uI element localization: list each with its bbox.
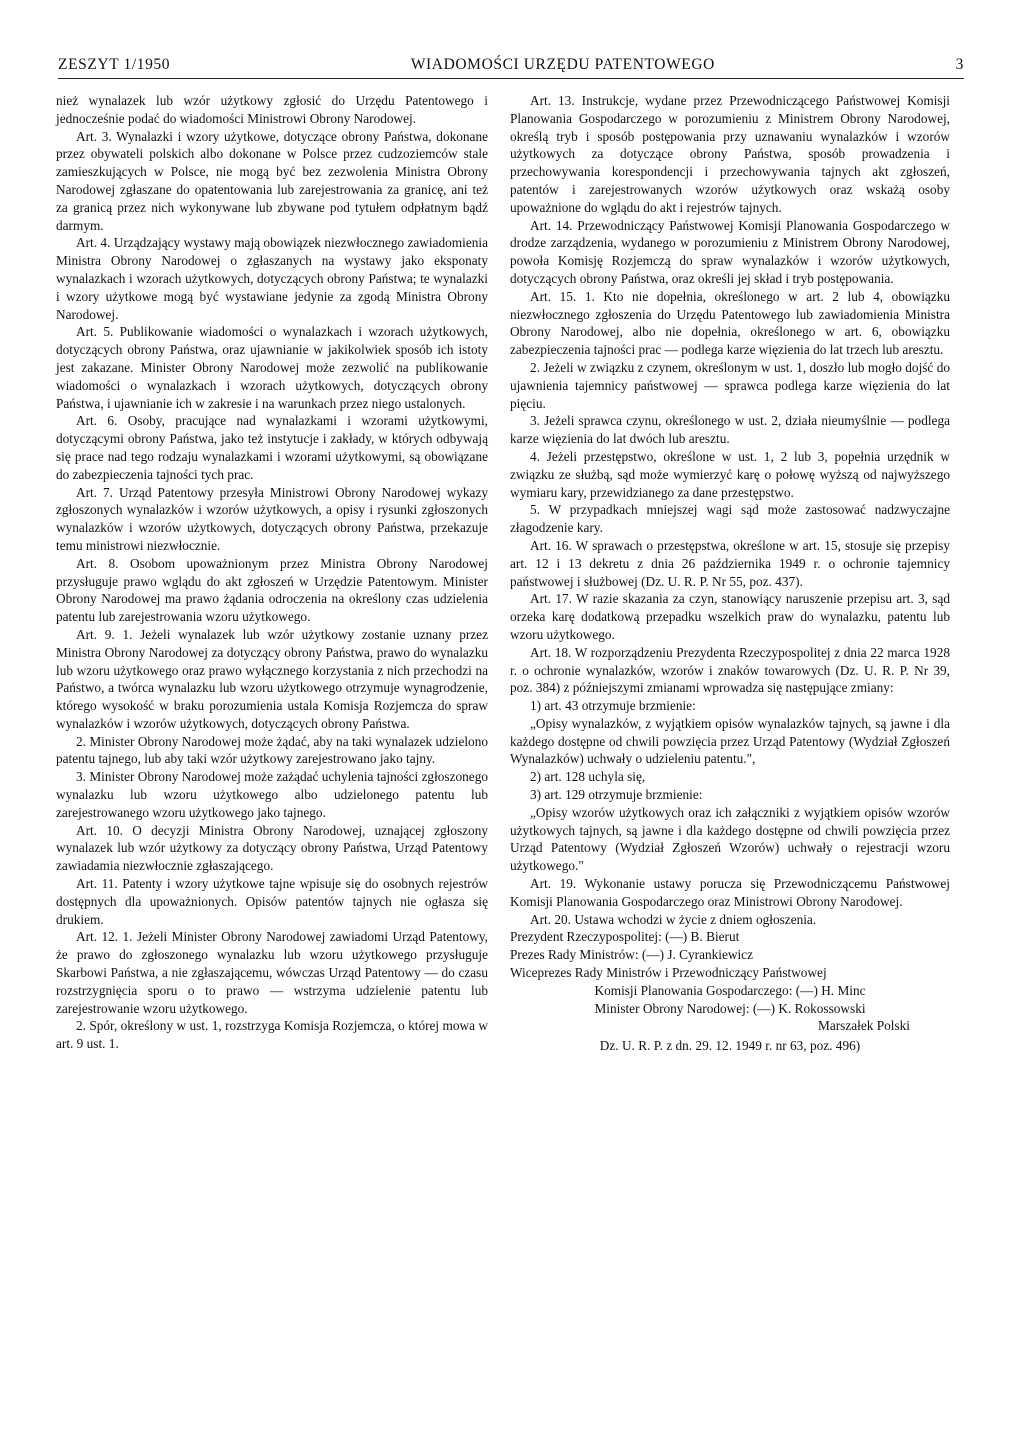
paragraph: Art. 8. Osobom upoważnionym przez Ministra Obrony Narodowej przysługuje prawo wglądu do akt zgłoszeń w Urzędzie Patentowym. Minister Obrony Narodowej ma prawo żądania odroczenia na określony czas udzielenia patentu lub zarejestrowania wzoru użytkowego. xyxy=(56,555,488,625)
paragraph: Art. 14. Przewodniczący Państwowej Komisji Planowania Gospodarczego w drodze zarządzenia, wydanego w porozumieniu z Ministrem Obrony Narodowej, powoła Komisję Rozjemczą do spraw wynalazków i wzorów użytkowych, dotyczących obrony Państwa, oraz określi jej skład i tryb postępowania. xyxy=(510,217,950,286)
paragraph: 4. Jeżeli przestępstwo, określone w ust. 1, 2 lub 3, popełnia urzędnik w związku ze służbą, sąd może wymierzyć karę o połowę wyższą od najwyższego wymiaru kary, przewidzianego za dane przestępstwo. xyxy=(510,448,950,500)
paragraph: Art. 6. Osoby, pracujące nad wynalazkami i wzorami użytkowymi, dotyczącymi obrony Państwa, jako też instytucje i zakłady, w których odbywają się prace nad tego rodzaju wynalazkami i wzorami użytkowymi, są obowiązane do zabezpieczenia tajności tych prac. xyxy=(56,413,488,482)
paragraph: Art. 9. 1. Jeżeli wynalazek lub wzór użytkowy zostanie uznany przez Ministra Obrony Narodowej za dotyczący obrony Państwa, prawo do wynalazku lub wzoru użytkowego oraz prawo wyłącznego korzystania z nich przechodzi na Państwo, a twórca wynalazku lub wzoru użytkowego otrzymuje wynagrodzenie, którego wysokość w braku porozumienia ustala Komisja Rozjemcza do spraw wynalazków i wzorów użytkowych, dotyczących obrony Państwa. xyxy=(56,626,488,731)
paragraph: Dz. U. R. P. z dn. 29. 12. 1949 r. nr 63, poz. 496) xyxy=(599,1038,861,1054)
paragraph: Art. 4. Urządzający wystawy mają obowiązek niezwłocznego zawiadomienia Ministra Obrony Narodowej o zgłaszanych na wystawy jako eksponaty wynalazkach i wzorach użytkowych, dotyczących obrony Państwa; te wynalazki i wzory użytkowe mogą być wystawiane jedynie za zgodą Ministra Obrony Narodowej. xyxy=(56,235,488,322)
paragraph: Wiceprezes Rady Ministrów i Przewodniczący Państwowej xyxy=(510,965,827,981)
left-column xyxy=(56,92,488,1053)
paragraph: 5. W przypadkach mniejszej wagi sąd może zastosować nadzwyczajne złagodzenie kary. xyxy=(510,502,950,536)
paragraph: Art. 3. Wynalazki i wzory użytkowe, dotyczące obrony Państwa, dokonane przez obywateli polskich albo dokonane w Polsce przez cudzoziemców stale zamieszkujących w Polsce, nie mogą być bez zezwolenia Ministra Obrony Narodowej zgłaszane do opatentowania lub zarejestrowania za granicę, ani też za granicą przez nich wykonywane lub zbywane pod tytułem odpłatnym bądź darmym. xyxy=(56,128,488,233)
paragraph: Art. 11. Patenty i wzory użytkowe tajne wpisuje się do osobnych rejestrów dostępnych dla upoważnionych. Opisów patentów tajnych nie ogłasza się drukiem. xyxy=(56,876,488,927)
paragraph: Art. 19. Wykonanie ustawy porucza się Przewodniczącemu Państwowej Komisji Planowania Gospodarczego oraz Ministrowi Obrony Narodowej. xyxy=(510,876,950,909)
right-column xyxy=(510,92,950,1055)
paragraph: „Opisy wzorów użytkowych oraz ich załączniki z wyjątkiem opisów wzorów użytkowych tajnych, są jawne i dla każdego dostępne od chwili powzięcia przez Urząd Patentowy (Wydział Zgłoszeń Wzorów) uchwały o rejestracji wzoru użytkowego." xyxy=(510,804,950,874)
paragraph: 3. Minister Obrony Narodowej może zażądać uchylenia tajności zgłoszonego wynalazku lub wzoru użytkowego albo udzielonego patentu lub zarejestrowanego wzoru użytkowego jako tajnego. xyxy=(56,769,488,820)
paragraph: Art. 17. W razie skazania za czyn, stanowiący naruszenie przepisu art. 3, sąd orzeka karę dodatkową przepadku wszelkich praw do wynalazku, patentu lub wzoru użytkowego. xyxy=(510,591,950,642)
paragraph: 2) art. 128 uchyla się, xyxy=(530,769,646,785)
paragraph: Art. 18. W rozporządzeniu Prezydenta Rzeczypospolitej z dnia 22 marca 1928 r. o ochronie wynalazków, wzorów i znaków towarowych (Dz. U. R. P. Nr 39, poz. 384) z późniejszymi zmianami wprowadza się następujące zmiany: xyxy=(510,644,950,696)
running-header xyxy=(58,48,964,79)
journal-title: WIADOMOŚCI URZĘDU PATENTOWEGO xyxy=(410,56,715,73)
paragraph: 2. Minister Obrony Narodowej może żądać, aby na taki wynalazek udzielono patentu tajnego, lub aby taki wzór użytkowy zarejestrowano jako tajny. xyxy=(56,733,488,767)
paragraph: 3) art. 129 otrzymuje brzmienie: xyxy=(530,787,703,803)
paragraph: Minister Obrony Narodowej: (—) K. Rokossowski xyxy=(594,1000,866,1016)
paragraph: 2. Spór, określony w ust. 1, rozstrzyga Komisja Rozjemcza, o której mowa w art. 9 ust. 1. xyxy=(56,1018,488,1052)
paragraph: Art. 7. Urząd Patentowy przesyła Ministrowi Obrony Narodowej wykazy zgłoszonych wynalazków i wzorów użytkowych, a opisy i rysunki zgłoszonych wynalazków i wzorów użytkowych, dotyczących obrony Państwa, przekazuje temu ministrowi niezwłocznie. xyxy=(56,484,488,553)
paragraph: Prezes Rady Ministrów: (—) J. Cyrankiewicz xyxy=(510,947,753,963)
paragraph: Art. 12. 1. Jeżeli Minister Obrony Narodowej zawiadomi Urząd Patentowy, że prawo do zgłoszonego wynalazku lub wzoru użytkowego przysługuje Skarbowi Państwa, a nie zgłaszającemu, wówczas Urząd Patentowy — do czasu rozstrzygnięcia sporu o to prawo — wstrzyma udzielenie patentu lub zarejestrowanie wzoru użytkowego. xyxy=(56,929,488,1016)
paragraph: Art. 5. Publikowanie wiadomości o wynalazkach i wzorach użytkowych, dotyczących obrony Państwa, oraz ujawnianie w jakikolwiek sposób ich istoty jest zakazane. Minister Obrony Narodowej może zezwolić na publikowanie wiadomości o wynalazkach i wzorach użytkowych, dotyczących obrony Państwa, i ujawnianie ich w zakresie i na warunkach przez niego ustalonych. xyxy=(56,324,488,411)
paragraph: 3. Jeżeli sprawca czynu, określonego w ust. 2, działa nieumyślnie — podlega karze więzienia do lat dwóch lub aresztu. xyxy=(510,413,950,447)
issue-number: ZESZYT 1/1950 xyxy=(58,56,171,73)
paragraph: 1) art. 43 otrzymuje brzmienie: xyxy=(530,698,696,714)
paragraph: „Opisy wynalazków, z wyjątkiem opisów wynalazków tajnych, są jawne i dla każdego dostępne od chwili powzięcia przez Urząd Patentowy (Wydział Zgłoszeń Wynalazków) uchwały o udzieleniu patentu.", xyxy=(510,715,950,767)
paragraph: Marszałek Polski xyxy=(818,1018,910,1034)
page-number: 3 xyxy=(955,56,964,73)
paragraph: Art. 10. O decyzji Ministra Obrony Narodowej, uznającej zgłoszony wynalazek lub wzór użytkowy za dotyczący obrony Państwa, Urząd Patentowy zawiadamia niezwłocznie zgłaszającego. xyxy=(56,822,488,874)
paragraph: Art. 16. W sprawach o przestępstwa, określone w art. 15, stosuje się przepisy art. 12 i 13 dekretu z dnia 26 października 1949 r. o ochronie tajemnicy państwowej i służbowej (Dz. U. R. P. Nr 55, poz. 437). xyxy=(510,537,950,589)
paragraph: 2. Jeżeli w związku z czynem, określonym w ust. 1, doszło lub mogło dojść do ujawnienia tajemnicy państwowej — sprawca podlega karze więzienia do lat pięciu. xyxy=(510,359,950,411)
paragraph: Art. 15. 1. Kto nie dopełnia, określonego w art. 2 lub 4, obowiązku niezwłocznego zgłoszenia do Urzędu Patentowego lub zawiadomienia Ministra Obrony Narodowej, albo nie dopełnia, określonego w art. 6, obowiązku zabezpieczenia tajności prac — podlega karze więzienia do lat trzech lub aresztu. xyxy=(510,288,950,358)
paragraph: nież wynalazek lub wzór użytkowy zgłosić do Urzędu Patentowego i jednocześnie podać do wiadomości Ministrowi Obrony Narodowej. xyxy=(56,93,488,126)
paragraph: Prezydent Rzeczypospolitej: (—) B. Bierut xyxy=(510,929,740,945)
paragraph: Art. 20. Ustawa wchodzi w życie z dniem ogłoszenia. xyxy=(530,911,817,927)
paragraph: Art. 13. Instrukcje, wydane przez Przewodniczącego Państwowej Komisji Planowania Gospodarczego w porozumieniu z Ministrem Obrony Narodowej, określą tryb i sposób postępowania przy uznawaniu wynalazków i wzorów użytkowych za dotyczące obrony Państwa, sposób prowadzenia i przechowywania korespondencji i przechowywania tajnych akt zgłoszeń, patentów i zarejestrowanych wzorów użytkowych oraz wskażą osoby upoważnione do wglądu do akt i rejestrów tajnych. xyxy=(510,93,950,215)
paragraph: Komisji Planowania Gospodarczego: (—) H. Minc xyxy=(594,982,866,998)
